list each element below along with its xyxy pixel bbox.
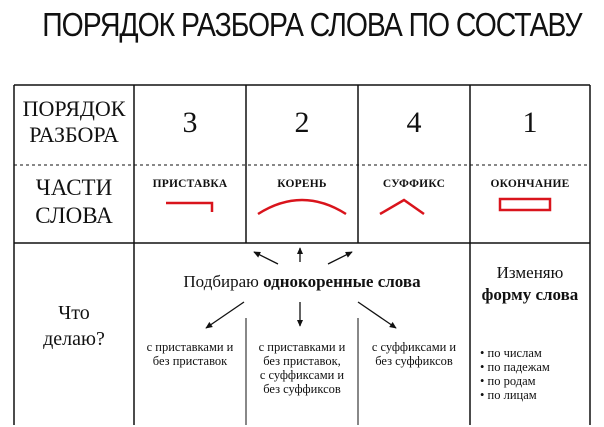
list-item-text: по числам <box>487 346 542 360</box>
parts-label-line2: СЛОВА <box>35 203 113 228</box>
list-item: • по падежам <box>480 360 550 374</box>
part-prefix: ПРИСТАВКА <box>152 178 228 190</box>
arrow-down-left <box>206 302 244 328</box>
action-label <box>14 300 134 352</box>
action-label-line1: Что <box>58 302 90 324</box>
part-root: КОРЕНЬ <box>277 178 327 190</box>
cognates-box-suffix <box>358 340 470 368</box>
order-number-prefix: 3 <box>182 106 198 139</box>
list-item: • по лицам <box>480 388 537 402</box>
box2-line3: с суффиксами и <box>259 368 345 382</box>
form-change <box>470 262 590 306</box>
action-label-line2: делаю? <box>43 328 105 350</box>
box2-line4: без суффиксов <box>263 382 341 396</box>
root-mark-icon <box>258 200 346 214</box>
form-change-line1: Изменяю <box>496 263 564 282</box>
arrow-up-left <box>254 252 278 264</box>
cognates-box-prefix <box>134 340 246 368</box>
cognates-box-mixed <box>246 340 358 396</box>
part-ending: ОКОНЧАНИЕ <box>490 178 570 190</box>
arrow-up-right <box>328 252 352 264</box>
prefix-mark-icon <box>166 203 212 212</box>
cognates-instruction <box>134 272 470 292</box>
ending-mark-icon <box>500 199 550 210</box>
parts-label-line1: ЧАСТИ <box>35 175 113 200</box>
box2-line1: с приставками и <box>258 340 346 354</box>
parts-label <box>14 174 134 230</box>
order-label <box>14 96 134 148</box>
list-item-text: по лицам <box>487 388 537 402</box>
list-item: • по числам <box>480 346 542 360</box>
box3-line2: без суффиксов <box>375 354 453 368</box>
suffix-mark-icon <box>380 200 424 214</box>
cognates-prefix: Подбираю <box>183 272 264 291</box>
box2-line2: без приставок, <box>263 354 341 368</box>
order-number-suffix: 4 <box>406 106 422 139</box>
part-suffix: СУФФИКС <box>382 178 446 190</box>
arrow-down-right <box>358 302 396 328</box>
order-number-ending: 1 <box>522 106 538 139</box>
list-item-text: по падежам <box>487 360 550 374</box>
box3-line1: с суффиксами и <box>371 340 457 354</box>
page-title: ПОРЯДОК РАЗБОРА СЛОВА ПО СОСТАВУ <box>42 6 582 43</box>
form-change-line2: форму слова <box>481 285 579 304</box>
cognates-bold: однокоренные слова <box>263 272 421 291</box>
list-item-text: по родам <box>487 374 536 388</box>
box1-line1: с приставками и <box>146 340 234 354</box>
form-change-list <box>470 346 590 402</box>
order-label-line2: РАЗБОРА <box>29 122 119 147</box>
order-number-root: 2 <box>294 106 310 139</box>
order-label-line1: ПОРЯДОК <box>22 96 126 121</box>
list-item: • по родам <box>480 374 536 388</box>
box1-line2: без приставок <box>152 354 228 368</box>
